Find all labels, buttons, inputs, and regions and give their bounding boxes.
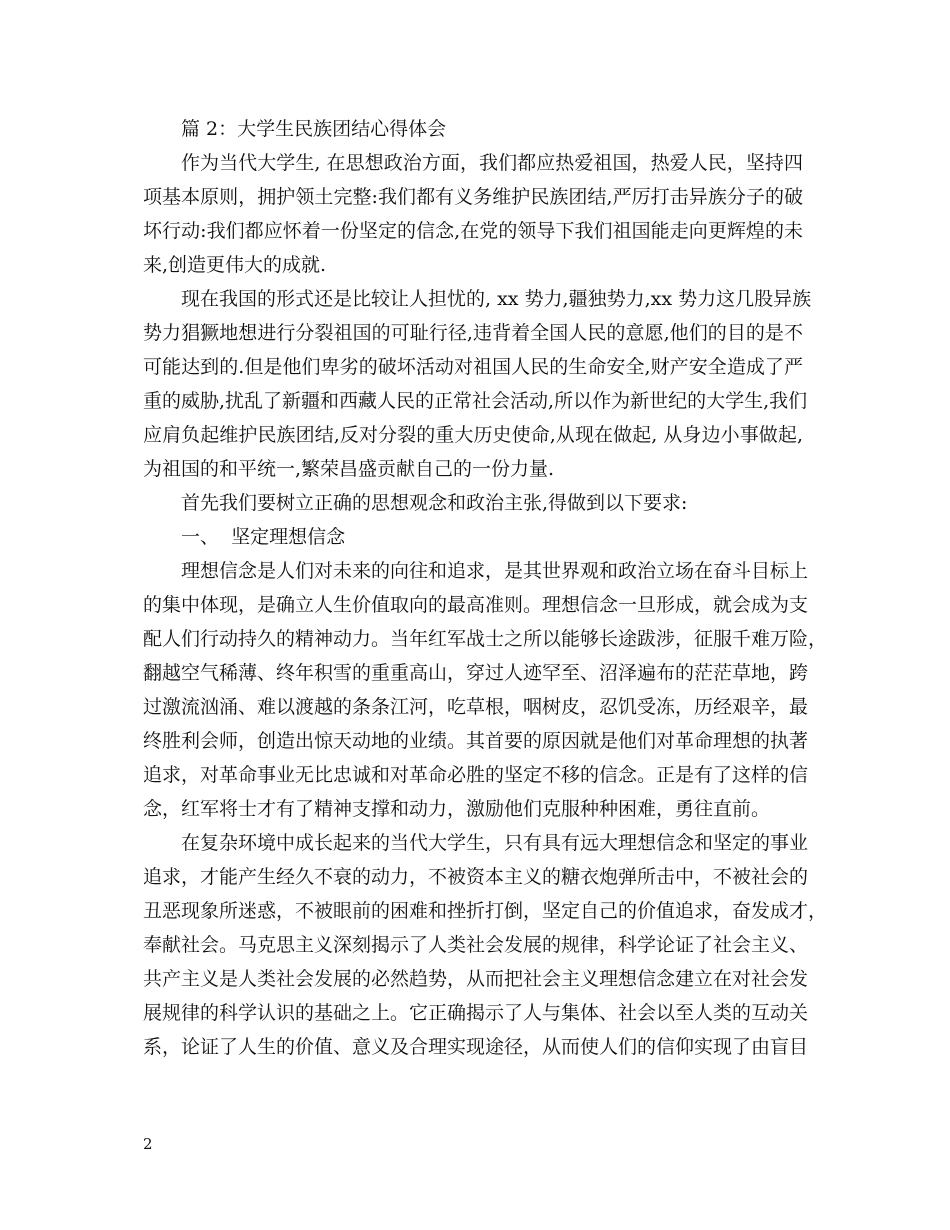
paragraph-line: 势力猖獗地想进行分裂祖国的可耻行径,违背着全国人民的意愿,他们的目的是不 (143, 322, 803, 344)
paragraph-line: 为祖国的和平统一,繁荣昌盛贡献自己的一份力量. (143, 458, 555, 480)
section-heading: 篇 2：大学生民族团结心得体会 (181, 118, 447, 140)
paragraph-line: 展规律的科学认识的基础之上。它正确揭示了人与集体、社会以至人类的互动关 (143, 1002, 809, 1024)
paragraph-line: 来,创造更伟大的成就. (143, 254, 327, 276)
page-number: 2 (143, 1135, 153, 1153)
paragraph-line: 坏行动:我们都应怀着一份坚定的信念,在党的领导下我们祖国能走向更辉煌的未 (143, 220, 803, 242)
paragraph-line: 作为当代大学生, 在思想政治方面，我们都应热爱祖国，热爱人民，坚持四 (181, 152, 803, 174)
paragraph-line: 项基本原则，拥护领土完整:我们都有义务维护民族团结,严厉打击异族分子的破 (143, 186, 803, 208)
paragraph-line: 应肩负起维护民族团结,反对分裂的重大历史使命,从现在做起, 从身边小事做起, (143, 424, 803, 446)
list-heading: 一、 坚定理想信念 (181, 526, 346, 548)
paragraph-line: 首先我们要树立正确的思想观念和政治主张,得做到以下要求: (181, 492, 688, 514)
paragraph-line: 终胜利会师，创造出惊天动地的业绩。其首要的原因就是他们对革命理想的执著 (143, 730, 809, 752)
paragraph-line: 追求，对革命事业无比忠诚和对革命必胜的坚定不移的信念。正是有了这样的信 (143, 764, 809, 786)
paragraph-line: 翻越空气稀薄、终年积雪的重重高山，穿过人迹罕至、沼泽遍布的茫茫草地，跨 (143, 662, 809, 684)
paragraph-line: 现在我国的形式还是比较让人担忧的, xx 势力,疆独势力,xx 势力这几股异族 (181, 288, 812, 310)
paragraph-line: 追求，才能产生经久不衰的动力，不被资本主义的糖衣炮弹所击中，不被社会的 (143, 866, 809, 888)
paragraph-line: 重的威胁,扰乱了新疆和西藏人民的正常社会活动,所以作为新世纪的大学生,我们 (143, 390, 808, 412)
paragraph-line: 过激流汹涌、难以渡越的条条江河，吃草根，咽树皮，忍饥受冻，历经艰辛，最 (143, 696, 809, 718)
paragraph-line: 理想信念是人们对未来的向往和追求，是其世界观和政治立场在奋斗目标上 (181, 560, 809, 582)
paragraph-line: 系，论证了人生的价值、意义及合理实现途径，从而使人们的信仰实现了由盲目 (143, 1036, 809, 1058)
paragraph-line: 在复杂环境中成长起来的当代大学生，只有具有远大理想信念和坚定的事业 (181, 832, 809, 854)
paragraph-line: 念，红军将士才有了精神支撑和动力，激励他们克服种种困难，勇往直前。 (143, 798, 771, 820)
paragraph-line: 的集中体现，是确立人生价值取向的最高准则。理想信念一旦形成，就会成为支 (143, 594, 809, 616)
paragraph-line: 丑恶现象所迷惑，不被眼前的困难和挫折打倒，坚定自己的价值追求，奋发成才， (143, 900, 828, 922)
paragraph-line: 共产主义是人类社会发展的必然趋势，从而把社会主义理想信念建立在对社会发 (143, 968, 809, 990)
paragraph-line: 奉献社会。马克思主义深刻揭示了人类社会发展的规律，科学论证了社会主义、 (143, 934, 809, 956)
paragraph-line: 可能达到的.但是他们卑劣的破坏活动对祖国人民的生命安全,财产安全造成了严 (143, 356, 803, 378)
paragraph-line: 配人们行动持久的精神动力。当年红军战士之所以能够长途跋涉，征服千难万险， (143, 628, 828, 650)
